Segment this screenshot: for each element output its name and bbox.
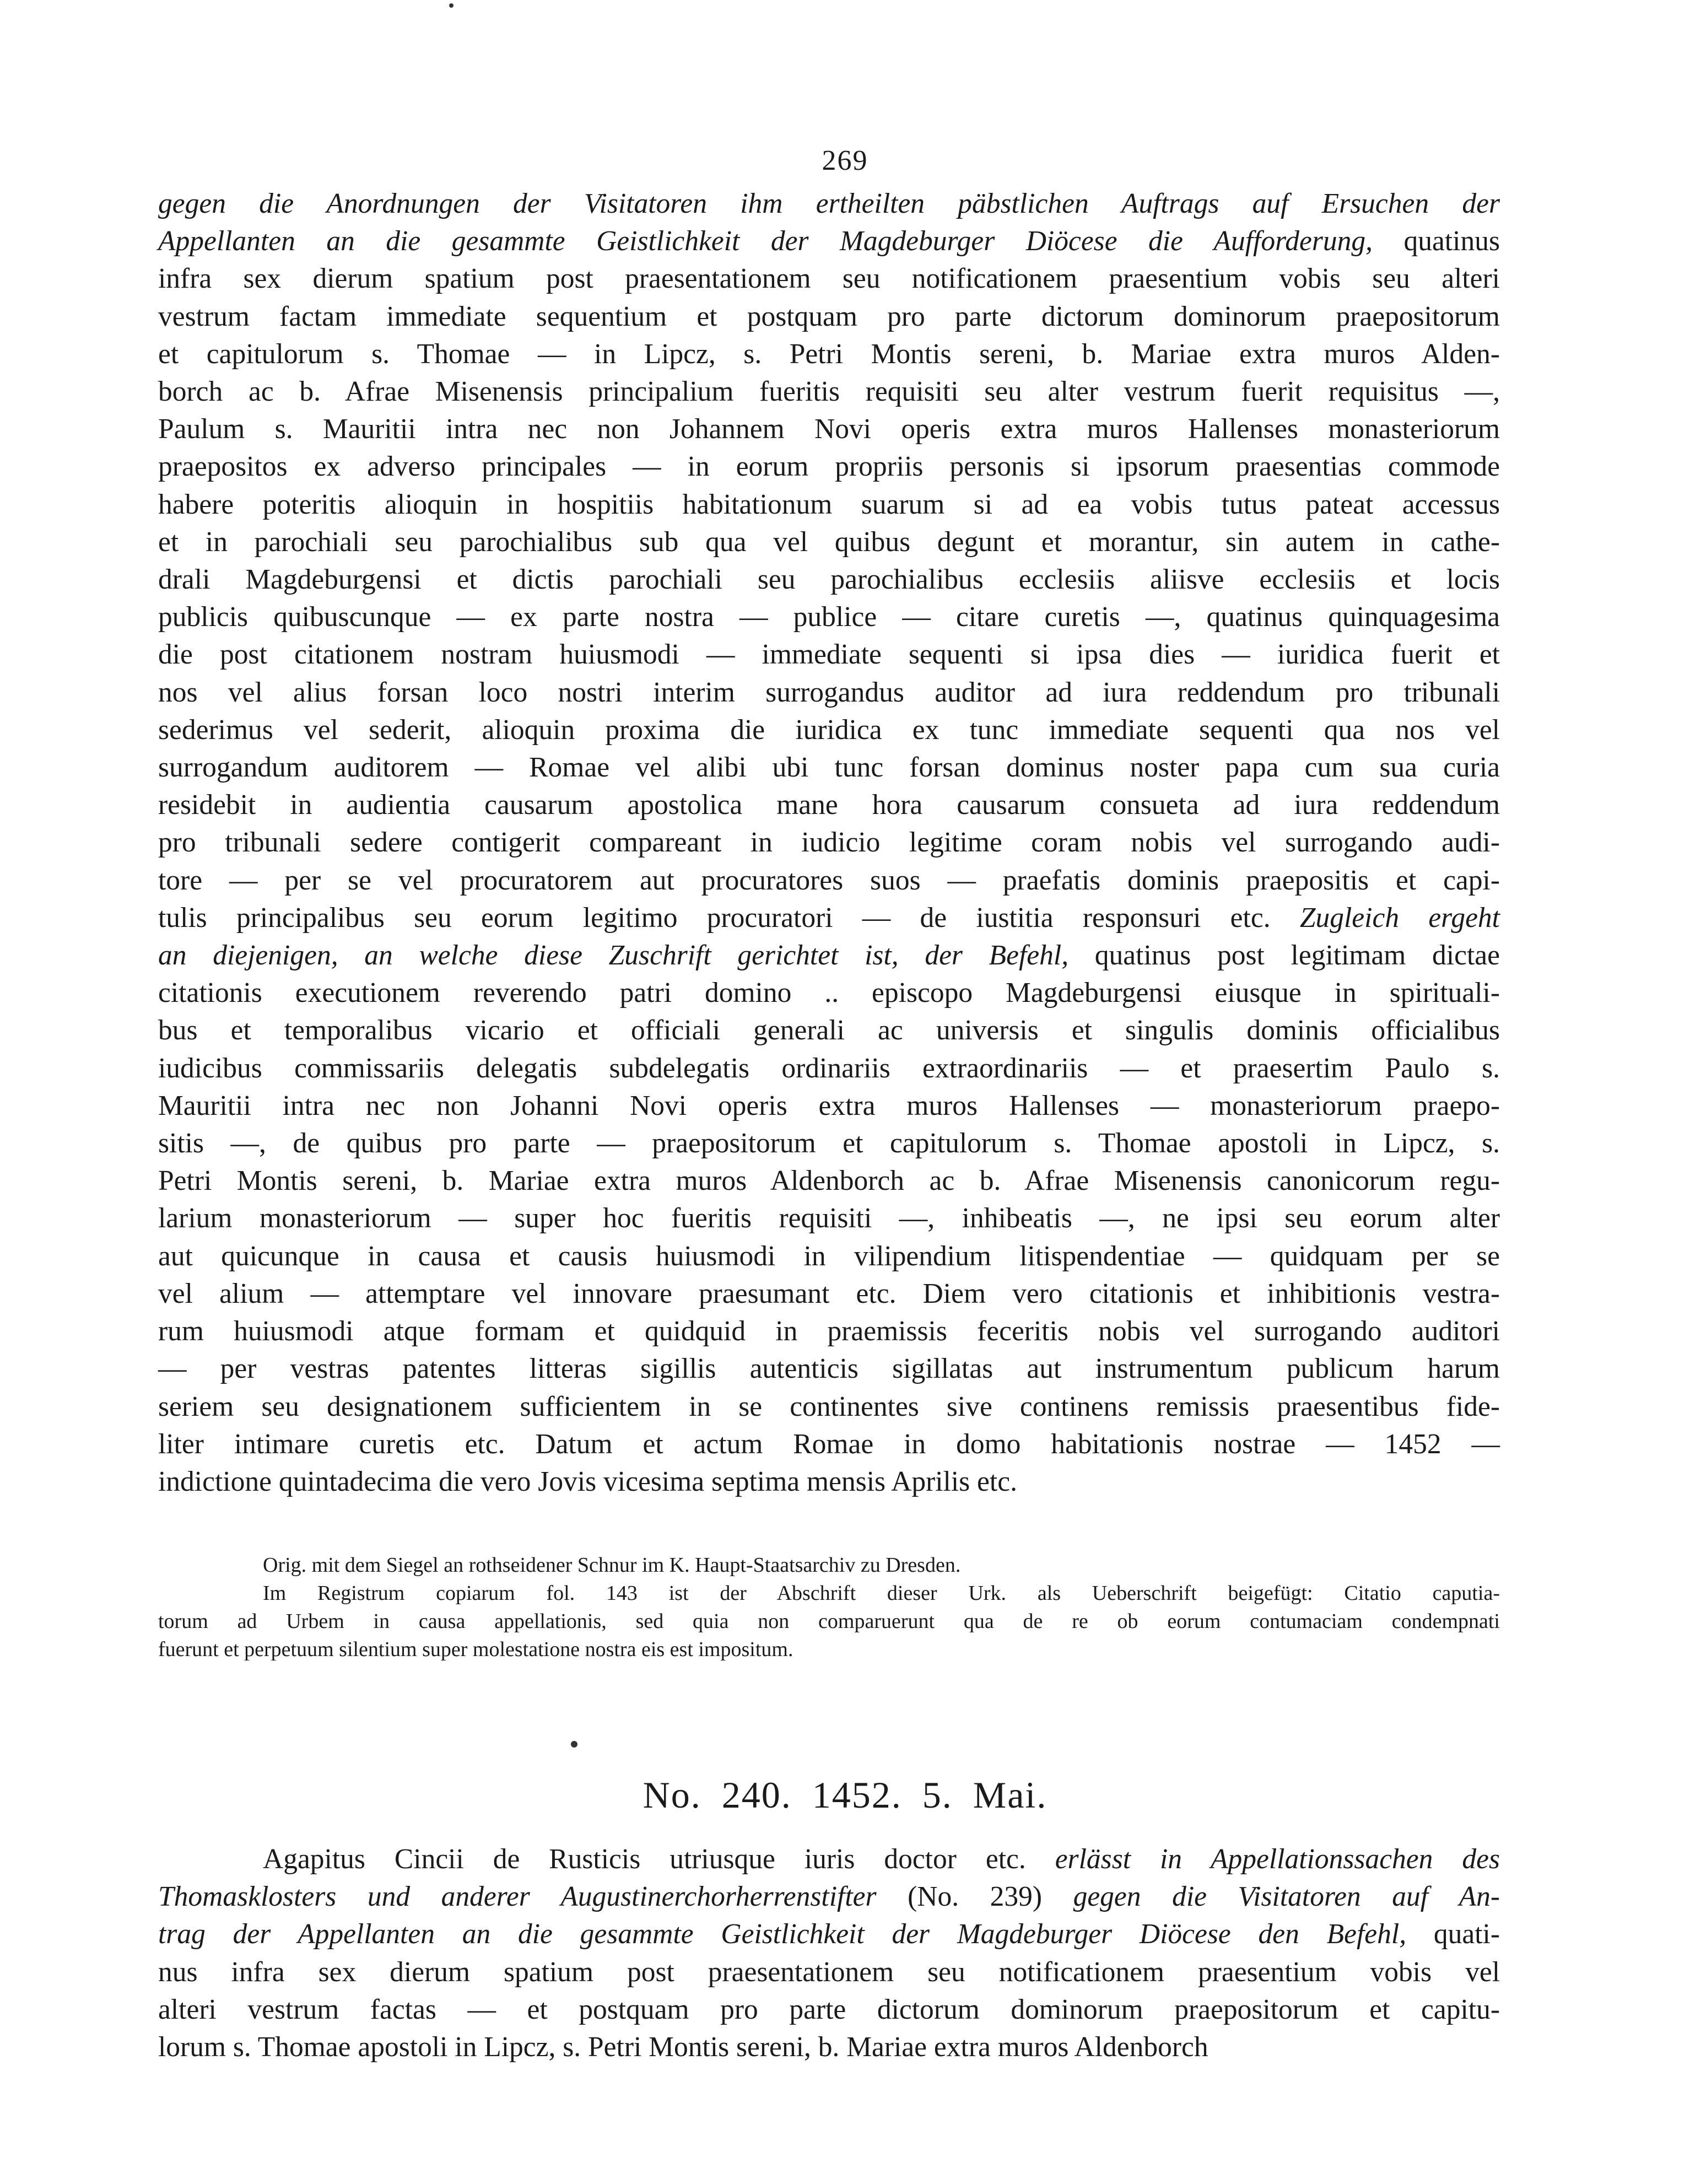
text-segment: tore — per se vel procuratorem aut procuratores suos — praefatis dominis praepositis et capi- — [158, 864, 1500, 896]
regest-text-block — [158, 1841, 1500, 2066]
text-line — [158, 1200, 1500, 1237]
document-heading: No. 240. 1452. 5. Mai. — [642, 1774, 1048, 1816]
text-segment: surrogandum auditorem — Romae vel alibi ubi tunc forsan dominus noster papa cum sua curia — [158, 752, 1500, 784]
text-segment: quatinus — [1373, 225, 1500, 257]
text-line — [158, 1916, 1500, 1953]
text-line — [158, 824, 1500, 861]
text-line — [158, 1162, 1500, 1200]
text-segment: rum huiusmodi atque formam et quidquid in praemissis feceritis nobis vel surrogando auditori — [158, 1315, 1500, 1347]
text-line — [158, 411, 1500, 448]
text-segment: habere poteritis alioquin in hospitiis habitationum suarum si ad ea vobis tutus pateat accessus — [158, 488, 1500, 520]
text-line — [158, 185, 1500, 223]
text-segment: tulis principalibus seu eorum legitimo procuratori — de iustitia responsuri etc. — [158, 902, 1300, 934]
text-line — [158, 1125, 1500, 1162]
text-line — [158, 937, 1500, 974]
text-segment: indictione quintadecima die vero Jovis vicesima septima mensis Aprilis etc. — [158, 1465, 1017, 1497]
page-number: 269 — [822, 145, 868, 176]
text-line — [158, 974, 1500, 1012]
italic-segment: Appellanten an die gesammte Geistlichkeit der Magdeburger Diöcese die Aufforderung, — [158, 225, 1373, 257]
text-segment: et capitulorum s. Thomae — in Lipcz, s. Petri Montis sereni, b. Mariae extra muros Alden- — [158, 338, 1500, 370]
text-segment: (No. 239) — [876, 1881, 1073, 1913]
text-segment: residebit in audientia causarum apostolica mane hora causarum consueta ad iura reddendum — [158, 789, 1500, 821]
text-line — [158, 598, 1500, 636]
text-segment: nus infra sex dierum spatium post praesentationem seu notificationem praesentium vobis vel — [158, 1956, 1500, 1988]
text-segment: sederimus vel sederit, alioquin proxima die iuridica ex tunc immediate sequenti qua nos vel — [158, 714, 1500, 746]
text-line — [158, 786, 1500, 824]
text-segment: quatinus post legitimam dictae — [1068, 940, 1500, 972]
text-line — [158, 1841, 1500, 1878]
text-segment: infra sex dierum spatium post praesentationem seu notificationem praesentium vobis seu alteri — [158, 263, 1500, 295]
text-segment: vel alium — attemptare vel innovare praesumant etc. Diem vero citationis et inhibitionis vestra- — [158, 1277, 1500, 1309]
italic-segment: an diejenigen, an welche diese Zuschrift gerichtet ist, der Befehl, — [158, 940, 1069, 972]
text-segment: aut quicunque in causa et causis huiusmodi in vilipendium litispendentiae — quidquam per se — [158, 1240, 1500, 1272]
text-segment: liter intimare curetis etc. Datum et actum Romae in domo habitationis nostrae — 1452 — — [158, 1428, 1500, 1460]
text-segment: seriem seu designationem sufficientem in se continentes sive continens remissis praesentibus fide- — [158, 1390, 1500, 1422]
text-line — [158, 336, 1500, 373]
text-line — [158, 1087, 1500, 1125]
text-segment: Petri Montis sereni, b. Mariae extra muros Aldenborch ac b. Afrae Misenensis canonicorum regu- — [158, 1165, 1500, 1197]
text-segment: Paulum s. Mauritii intra nec non Johannem Novi operis extra muros Hallenses monasteriorum — [158, 413, 1500, 445]
text-line — [158, 524, 1500, 561]
note-line: fuerunt et perpetuum silentium super molestatione nostra eis est impositum. — [158, 1638, 793, 1661]
text-segment: publicis quibuscunque — ex parte nostra — publice — citare curetis —, quatinus quinquagesima — [158, 601, 1500, 633]
note-line: Orig. mit dem Siegel an rothseidener Schnur im K. Haupt-Staatsarchiv zu Dresden. — [263, 1554, 961, 1577]
text-segment: bus et temporalibus vicario et officiali generali ac universis et singulis dominis officialibus — [158, 1015, 1500, 1047]
text-segment: Mauritii intra nec non Johanni Novi operis extra muros Hallenses — monasteriorum praepo- — [158, 1090, 1500, 1121]
text-segment: alteri vestrum factas — et postquam pro parte dictorum dominorum praepositorum et capitu- — [158, 1993, 1500, 2025]
main-text-block — [158, 185, 1500, 1501]
text-line — [158, 862, 1500, 899]
text-segment: et in parochiali seu parochialibus sub qua vel quibus degunt et morantur, sin autem in cathe- — [158, 526, 1500, 558]
archival-notes — [158, 1551, 1500, 1664]
text-line — [158, 749, 1500, 786]
text-segment: lorum s. Thomae apostoli in Lipcz, s. Petri Montis sereni, b. Mariae extra muros Aldenborch — [158, 2031, 1208, 2063]
text-line — [158, 448, 1500, 486]
text-line — [158, 1426, 1500, 1463]
text-line — [158, 223, 1500, 260]
print-speck — [449, 3, 453, 8]
note-line: Im Registrum copiarum fol. 143 ist der Abschrift dieser Urk. als Ueberschrift beigefügt: Citatio caputia- — [263, 1582, 1500, 1605]
text-line — [158, 373, 1500, 411]
text-line — [158, 711, 1500, 749]
text-line — [158, 674, 1500, 711]
print-speck — [571, 1741, 577, 1748]
text-line — [158, 1275, 1500, 1313]
text-segment: die post citationem nostram huiusmodi — immediate sequenti si ipsa dies — iuridica fuerit et — [158, 639, 1500, 671]
text-line — [158, 1350, 1500, 1388]
text-segment: drali Magdeburgensi et dictis parochiali seu parochialibus ecclesiis aliisve ecclesiis et locis — [158, 564, 1500, 596]
text-line — [158, 636, 1500, 673]
italic-segment: Zugleich ergeht — [1299, 902, 1500, 934]
text-segment: praepositos ex adverso principales — in eorum propriis personis si ipsorum praesentias commode — [158, 451, 1500, 483]
text-line — [158, 1012, 1500, 1049]
italic-segment: gegen die Anordnungen der Visitatoren ihm ertheilten päbstlichen Auftrags auf Ersuchen der — [158, 188, 1500, 219]
text-segment: Agapitus Cincii de Rusticis utriusque iuris doctor etc. — [263, 1843, 1055, 1875]
text-line — [158, 1954, 1500, 1991]
text-segment: iudicibus commissariis delegatis subdelegatis ordinariis extraordinariis — et praesertim Paulo s. — [158, 1052, 1500, 1084]
italic-segment: erlässt in Appellationssachen des — [1055, 1843, 1500, 1875]
text-line — [158, 1388, 1500, 1426]
text-segment: citationis executionem reverendo patri domino .. episcopo Magdeburgensi eiusque in spirituali- — [158, 977, 1500, 1009]
text-line — [158, 298, 1500, 336]
text-line — [158, 1313, 1500, 1350]
text-line — [158, 1878, 1500, 1916]
text-segment: quati- — [1406, 1918, 1500, 1950]
text-segment: borch ac b. Afrae Misenensis principalium fueritis requisiti seu alter vestrum fuerit requisitus —, — [158, 376, 1500, 408]
text-line — [158, 1463, 1500, 1501]
note-line: torum ad Urbem in causa appellationis, sed quia non comparuerunt qua de re ob eorum contumaciam condempnati — [158, 1610, 1500, 1633]
text-segment: sitis —, de quibus pro parte — praepositorum et capitulorum s. Thomae apostoli in Lipcz, s. — [158, 1128, 1500, 1160]
text-segment: pro tribunali sedere contigerit compareant in iudicio legitime coram nobis vel surrogando audi- — [158, 827, 1500, 859]
text-line — [158, 899, 1500, 937]
text-segment: vestrum factam immediate sequentium et postquam pro parte dictorum dominorum praepositorum — [158, 300, 1500, 332]
italic-segment: gegen die Visitatoren auf An- — [1073, 1881, 1500, 1913]
text-line — [158, 260, 1500, 298]
text-line — [158, 1238, 1500, 1275]
text-line — [158, 486, 1500, 524]
text-line — [158, 1050, 1500, 1087]
text-segment: — per vestras patentes litteras sigillis autenticis sigillatas aut instrumentum publicum harum — [158, 1353, 1500, 1385]
italic-segment: Thomasklosters und anderer Augustinerchorherrenstifter — [158, 1881, 877, 1913]
text-segment: larium monasteriorum — super hoc fueritis requisiti —, inhibeatis —, ne ipsi seu eorum alter — [158, 1202, 1500, 1234]
italic-segment: trag der Appellanten an die gesammte Geistlichkeit der Magdeburger Diöcese den Befehl, — [158, 1918, 1407, 1950]
text-line — [158, 561, 1500, 598]
text-line — [158, 1991, 1500, 2029]
text-segment: nos vel alius forsan loco nostri interim surrogandus auditor ad iura reddendum pro tribunali — [158, 676, 1500, 708]
text-line — [158, 2029, 1500, 2066]
